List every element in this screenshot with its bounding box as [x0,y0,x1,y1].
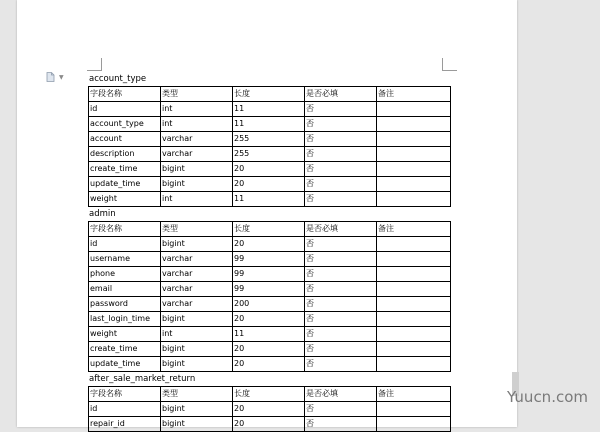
table-cell: 否 [305,162,377,177]
table-caption: account_type [89,74,147,84]
table-cell: create_time [89,162,161,177]
table-row [89,237,451,252]
table-cell: bigint [161,312,233,327]
table-cell [377,267,451,282]
field-table [88,386,451,432]
table-cell: 20 [233,237,305,252]
table-cell: int [161,102,233,117]
table-cell [377,357,451,372]
table-cell [377,147,451,162]
table-cell: 20 [233,312,305,327]
table-cell: 否 [305,342,377,357]
table-cell: 否 [305,147,377,162]
table-cell: 20 [233,402,305,417]
table-row [89,357,451,372]
table-cell: int [161,117,233,132]
table-cell: 11 [233,192,305,207]
header-cell: 长度 [233,87,305,102]
table-row [89,192,451,207]
table-row [89,342,451,357]
paragraph-anchor-icon[interactable] [46,72,64,82]
table-cell: int [161,192,233,207]
table-cell: bigint [161,357,233,372]
table-row [89,402,451,417]
table-cell: bigint [161,177,233,192]
table-header-row [89,387,451,402]
table-cell: description [89,147,161,162]
table-row [89,267,451,282]
table-header-row [89,222,451,237]
table-cell: bigint [161,237,233,252]
header-cell: 字段名称 [89,387,161,402]
table-row [89,417,451,432]
field-table [88,221,451,372]
table-cell: varchar [161,297,233,312]
chevron-down-icon[interactable]: ▼ [59,74,64,81]
watermark: Yuucn.com [506,388,588,406]
table-cell: 否 [305,267,377,282]
table-caption: admin [89,209,116,219]
table-row [89,117,451,132]
header-cell: 备注 [377,387,451,402]
table-cell: 否 [305,252,377,267]
margin-corner-top-left [87,58,102,71]
table-row [89,282,451,297]
table-cell: 255 [233,147,305,162]
table-cell: 11 [233,117,305,132]
table-cell: 否 [305,177,377,192]
table-cell: 255 [233,132,305,147]
table-cell: username [89,252,161,267]
table-header-row [89,87,451,102]
table-cell: 否 [305,102,377,117]
table-row [89,252,451,267]
table-cell: 99 [233,267,305,282]
table-cell [377,237,451,252]
table-cell [377,177,451,192]
table-cell: account [89,132,161,147]
table-cell: 否 [305,297,377,312]
table-cell: 11 [233,102,305,117]
header-cell: 是否必填 [305,222,377,237]
table-cell: update_time [89,357,161,372]
table-cell: varchar [161,147,233,162]
table-cell: 11 [233,327,305,342]
table-cell: update_time [89,177,161,192]
table-cell [377,297,451,312]
table-caption: after_sale_market_return [89,374,196,384]
table-cell: 99 [233,252,305,267]
table-cell: varchar [161,132,233,147]
table-cell: 99 [233,282,305,297]
header-cell: 字段名称 [89,87,161,102]
table-cell [377,342,451,357]
header-cell: 类型 [161,387,233,402]
table-cell: id [89,402,161,417]
header-cell: 类型 [161,87,233,102]
table-cell: 20 [233,342,305,357]
table-cell: 否 [305,357,377,372]
table-cell [377,117,451,132]
table-cell: 否 [305,327,377,342]
table-cell [377,252,451,267]
table-cell: bigint [161,417,233,432]
table-cell: bigint [161,402,233,417]
table-cell: int [161,327,233,342]
header-cell: 备注 [377,222,451,237]
table-cell: bigint [161,342,233,357]
table-cell: id [89,237,161,252]
header-cell: 长度 [233,222,305,237]
header-cell: 长度 [233,387,305,402]
table-cell [377,327,451,342]
table-cell: last_login_time [89,312,161,327]
table-row [89,147,451,162]
header-cell: 类型 [161,222,233,237]
table-cell: 20 [233,177,305,192]
table-cell: id [89,102,161,117]
table-cell: 否 [305,192,377,207]
table-cell: bigint [161,162,233,177]
header-cell: 是否必填 [305,387,377,402]
table-cell: 否 [305,117,377,132]
table-cell: varchar [161,267,233,282]
table-cell: 否 [305,417,377,432]
table-cell: repair_id [89,417,161,432]
table-cell: 20 [233,162,305,177]
table-cell [377,312,451,327]
table-cell [377,132,451,147]
table-cell [377,102,451,117]
header-cell: 字段名称 [89,222,161,237]
table-cell: 20 [233,417,305,432]
table-row [89,162,451,177]
table-cell [377,402,451,417]
field-table [88,86,451,207]
table-row [89,297,451,312]
table-cell: 否 [305,237,377,252]
table-row [89,177,451,192]
table-cell: 否 [305,132,377,147]
table-cell: weight [89,192,161,207]
table-cell: email [89,282,161,297]
table-cell: varchar [161,252,233,267]
document-content [88,72,452,432]
table-cell [377,192,451,207]
header-cell: 是否必填 [305,87,377,102]
table-cell: weight [89,327,161,342]
document-page [17,0,517,427]
table-cell: 否 [305,282,377,297]
table-row [89,327,451,342]
margin-corner-top-right [442,58,457,71]
table-cell: varchar [161,282,233,297]
header-cell: 备注 [377,87,451,102]
table-cell [377,282,451,297]
table-cell: 否 [305,312,377,327]
table-cell: password [89,297,161,312]
table-row [89,312,451,327]
table-cell: phone [89,267,161,282]
table-cell: account_type [89,117,161,132]
table-cell: 200 [233,297,305,312]
table-cell [377,162,451,177]
table-cell: 否 [305,402,377,417]
table-cell: create_time [89,342,161,357]
table-row [89,102,451,117]
table-cell [377,417,451,432]
table-row [89,132,451,147]
table-cell: 20 [233,357,305,372]
